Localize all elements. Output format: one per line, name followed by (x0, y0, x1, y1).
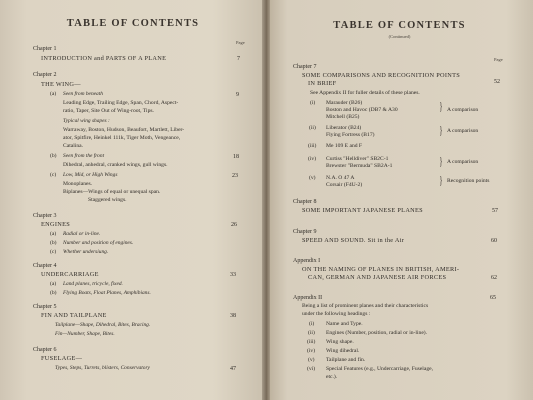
subsection-page: 23 (232, 173, 238, 179)
detail-line: Tailplane—Shape, Dihedral, Bites, Bracing. (55, 322, 151, 328)
recognition-note: Recognition points (447, 178, 490, 184)
appendix-1-page: 62 (491, 275, 497, 281)
plane-name: Me 109 E and F (326, 143, 363, 149)
plane-name: Boston and Havoc (DB7 & A30 (326, 107, 398, 113)
chapter-9-page: 60 (491, 238, 497, 244)
item-marker: (c) (50, 249, 57, 255)
brace: } (439, 173, 443, 187)
appendix-1-title: ON THE NAMING OF PLANES IN BRITISH, AMERI- (302, 266, 460, 273)
detail-line: Dihedral, anhedral, cranked wings, gull wings. (63, 162, 168, 168)
chapter-1-page: 7 (237, 56, 240, 62)
subsection-title: Land planes, tricycle, fixed. (63, 281, 123, 287)
item-marker: (a) (50, 91, 57, 97)
item-marker: (ii) (308, 330, 315, 336)
subsection-title: Whether undersiung. (63, 249, 109, 255)
comparison-note: A comparison (447, 159, 479, 165)
detail-line: Warraway, Boston, Hudson, Beaufort, Martlett, Liber- (63, 127, 185, 133)
subsection-page: 18 (233, 154, 239, 160)
chapter-2-label: Chapter 2 (33, 72, 57, 78)
item-marker: (iii) (308, 143, 317, 149)
chapter-6-page: 47 (230, 366, 236, 372)
book-gutter (262, 0, 270, 400)
chapter-6-title: FUSELAGE— (41, 355, 83, 362)
brace: } (439, 99, 443, 113)
heading-item-cont: etc.). (326, 374, 338, 380)
heading-item: Tailplane and fin. (326, 357, 366, 363)
detail-line: Biplanes—Wings of equal or unequal span. (63, 189, 161, 195)
item-marker: (c) (50, 172, 57, 178)
brace: } (439, 123, 443, 137)
plane-name: Marauder (B26) (326, 100, 363, 106)
comparison-note: A comparison (447, 107, 479, 113)
subsection-title: Seen from the front (63, 153, 105, 159)
chapter-4-page: 33 (230, 272, 236, 278)
left-page-label: Page (236, 40, 245, 45)
appendix-1-label: Appendix I (293, 258, 321, 264)
item-marker: (b) (50, 240, 57, 246)
left-page (0, 0, 266, 400)
chapter-4-title: UNDERCARRIAGE (41, 271, 99, 278)
plane-name: Liberator (B24) (326, 125, 362, 131)
chapter-1-label: Chapter 1 (33, 46, 57, 52)
heading-item: Wing shape. (326, 339, 354, 345)
item-marker: (i) (310, 100, 316, 106)
subsection-page: 9 (236, 92, 239, 98)
item-marker: (iv) (307, 348, 316, 354)
detail-heading: Typical wing shapes : (63, 118, 110, 124)
chapter-7-label: Chapter 7 (293, 64, 317, 70)
detail-line: under the following headings : (302, 311, 371, 317)
subsection-title: Number and position of engines. (63, 240, 134, 246)
chapter-8-label: Chapter 8 (293, 199, 317, 205)
subsection-title: Radial or in-line. (63, 231, 101, 237)
plane-name: Mitchell (B25) (326, 114, 360, 120)
item-marker: (ii) (309, 125, 316, 131)
chapter-7-title-cont: IN BRIEF (308, 80, 337, 87)
chapter-9-label: Chapter 9 (293, 229, 317, 235)
plane-name: Flying Fortress (B17) (326, 132, 375, 138)
subsection-title: Low, Mid, or High Wings (63, 172, 118, 178)
chapter-3-page: 26 (231, 222, 237, 228)
right-page (266, 0, 533, 400)
detail-line: Catalina. (63, 143, 84, 149)
detail-line: ator, Spitfire, Heinkel 111k, Tiger Moth, Vengeance, (63, 135, 181, 141)
subsection-title: Seen from beneath (63, 91, 103, 97)
item-marker: (v) (309, 175, 316, 181)
appendix-2-label: Appendix II (293, 295, 323, 301)
right-page-label: Page (494, 57, 503, 62)
chapter-5-page: 38 (230, 313, 236, 319)
chapter-5-title: FIN AND TAILPLANE (41, 312, 107, 319)
chapter-9-title: SPEED AND SOUND. Sit in the Air (302, 237, 405, 244)
chapter-7-page: 52 (494, 79, 500, 85)
plane-name: Corsair (F4U-2) (326, 182, 363, 188)
detail-line: Staggered wings. (88, 197, 127, 203)
item-marker: (b) (50, 290, 57, 296)
detail-line: Leading Edge, Trailing Edge, Span, Chord, Aspect- (63, 100, 179, 106)
subsection-title: Flying Boats, Float Planes, Amphibians. (63, 290, 151, 296)
item-marker: (vi) (307, 366, 316, 372)
plane-name: N.A. O 47 A (326, 175, 355, 181)
detail-line: Fin—Number, Shape, Bites. (55, 331, 115, 337)
item-marker: (b) (50, 153, 57, 159)
chapter-2-title: THE WING— (41, 81, 81, 88)
item-marker: (i) (309, 321, 315, 327)
item-marker: (iv) (308, 156, 317, 162)
chapter-4-label: Chapter 4 (33, 263, 57, 269)
heading-item: Wing dihedral. (326, 348, 360, 354)
item-marker: (v) (308, 357, 315, 363)
appendix-1-title-cont: CAN, GERMAN AND JAPANESE AIR FORCES (308, 274, 447, 281)
chapter-6-label: Chapter 6 (33, 347, 57, 353)
heading-item: Name and Type. (326, 321, 363, 327)
detail-line: ratio, Taper, Site Out of Wing-root, Tips. (63, 108, 154, 114)
chapter-8-title: SOME IMPORTANT JAPANESE PLANES (302, 207, 423, 214)
right-page-title: TABLE OF CONTENTS (333, 20, 466, 31)
item-marker: (a) (50, 231, 57, 237)
detail-line: Types, Steps, Turrets, blisters, Conservatory (55, 365, 150, 371)
plane-name: Curtiss "Helldiver" SB2C-1 (326, 156, 389, 162)
detail-line: Monoplanes. (63, 181, 93, 187)
brace: } (439, 154, 443, 168)
plane-name: Brewster "Bermuda" SB2A-1 (326, 163, 393, 169)
chapter-3-title: ENGINES (41, 221, 71, 228)
left-page-title: TABLE OF CONTENTS (66, 18, 200, 29)
heading-item: Special Features (e.g., Undercarriage, Fuselage, (326, 366, 434, 372)
chapter-7-title: SOME COMPARISONS AND RECOGNITION POINTS (302, 72, 461, 79)
chapter-5-label: Chapter 5 (33, 304, 57, 310)
appendix-2-page: 65 (490, 295, 496, 301)
detail-line: See Appendix II for fuller details of these planes. (310, 90, 420, 96)
right-page-subtitle: (Continued) (388, 34, 411, 39)
chapter-3-label: Chapter 3 (33, 213, 57, 219)
detail-line: Being a list of prominent planes and their characteristics (302, 303, 429, 309)
heading-item: Engines (Number, position, radial or in-line). (326, 330, 428, 336)
chapter-1-title: INTRODUCTION and PARTS OF A PLANE (41, 55, 167, 62)
chapter-8-page: 57 (492, 208, 498, 214)
item-marker: (a) (50, 281, 57, 287)
comparison-note: A comparison (447, 128, 479, 134)
item-marker: (iii) (307, 339, 316, 345)
